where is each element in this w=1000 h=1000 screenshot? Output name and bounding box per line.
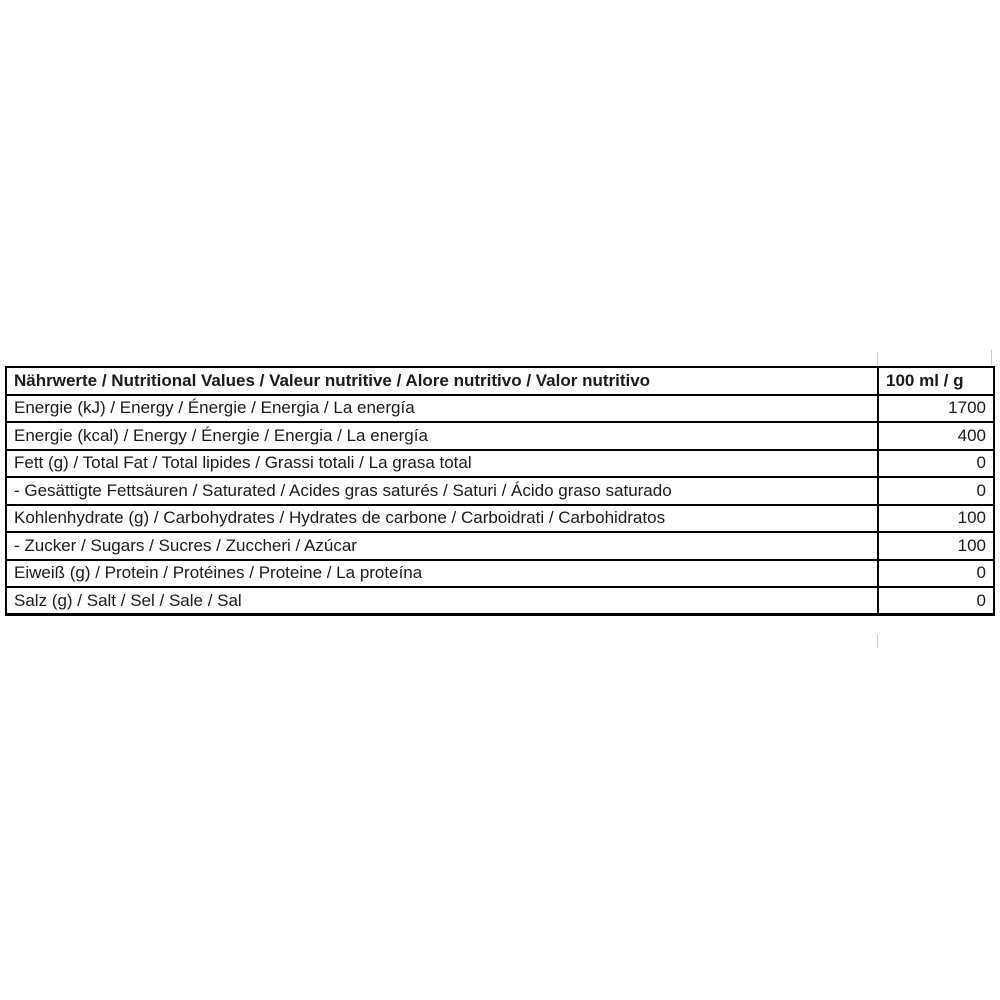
nutrition-table (5, 366, 995, 616)
nutrient-label: Kohlenhydrate (g) / Carbohydrates / Hydrates de carbone / Carboidrati / Carbohidratos (6, 505, 878, 533)
table-row (6, 450, 994, 478)
table-row (6, 422, 994, 450)
nutrient-label: Fett (g) / Total Fat / Total lipides / Grassi totali / La grasa total (6, 450, 878, 478)
nutrient-value: 0 (878, 587, 994, 615)
nutrient-value: 1700 (878, 395, 994, 423)
gridline-artifact (877, 352, 878, 365)
table-row (6, 395, 994, 423)
table-row (6, 477, 994, 505)
nutrient-value: 0 (878, 477, 994, 505)
table-row (6, 532, 994, 560)
table-header-row (6, 367, 994, 395)
nutrient-value: 100 (878, 505, 994, 533)
table-row (6, 505, 994, 533)
gridline-artifact (991, 350, 992, 365)
gridline-artifact (877, 635, 878, 648)
nutrient-value: 400 (878, 422, 994, 450)
nutrient-label: Energie (kJ) / Energy / Énergie / Energia / La energía (6, 395, 878, 423)
header-nutrients-label: Nährwerte / Nutritional Values / Valeur nutritive / Alore nutritivo / Valor nutritivo (6, 367, 878, 395)
nutrient-value: 0 (878, 560, 994, 588)
nutrient-label: Eiweiß (g) / Protein / Protéines / Proteine / La proteína (6, 560, 878, 588)
nutrient-label: Salz (g) / Salt / Sel / Sale / Sal (6, 587, 878, 615)
nutrient-label: - Zucker / Sugars / Sucres / Zuccheri / Azúcar (6, 532, 878, 560)
nutrient-label: Energie (kcal) / Energy / Énergie / Energia / La energía (6, 422, 878, 450)
nutrient-value: 0 (878, 450, 994, 478)
table-row (6, 560, 994, 588)
header-amount-unit-label: 100 ml / g (878, 367, 994, 395)
table-row (6, 587, 994, 615)
nutrient-label: - Gesättigte Fettsäuren / Saturated / Acides gras saturés / Saturi / Ácido graso saturado (6, 477, 878, 505)
nutrient-value: 100 (878, 532, 994, 560)
